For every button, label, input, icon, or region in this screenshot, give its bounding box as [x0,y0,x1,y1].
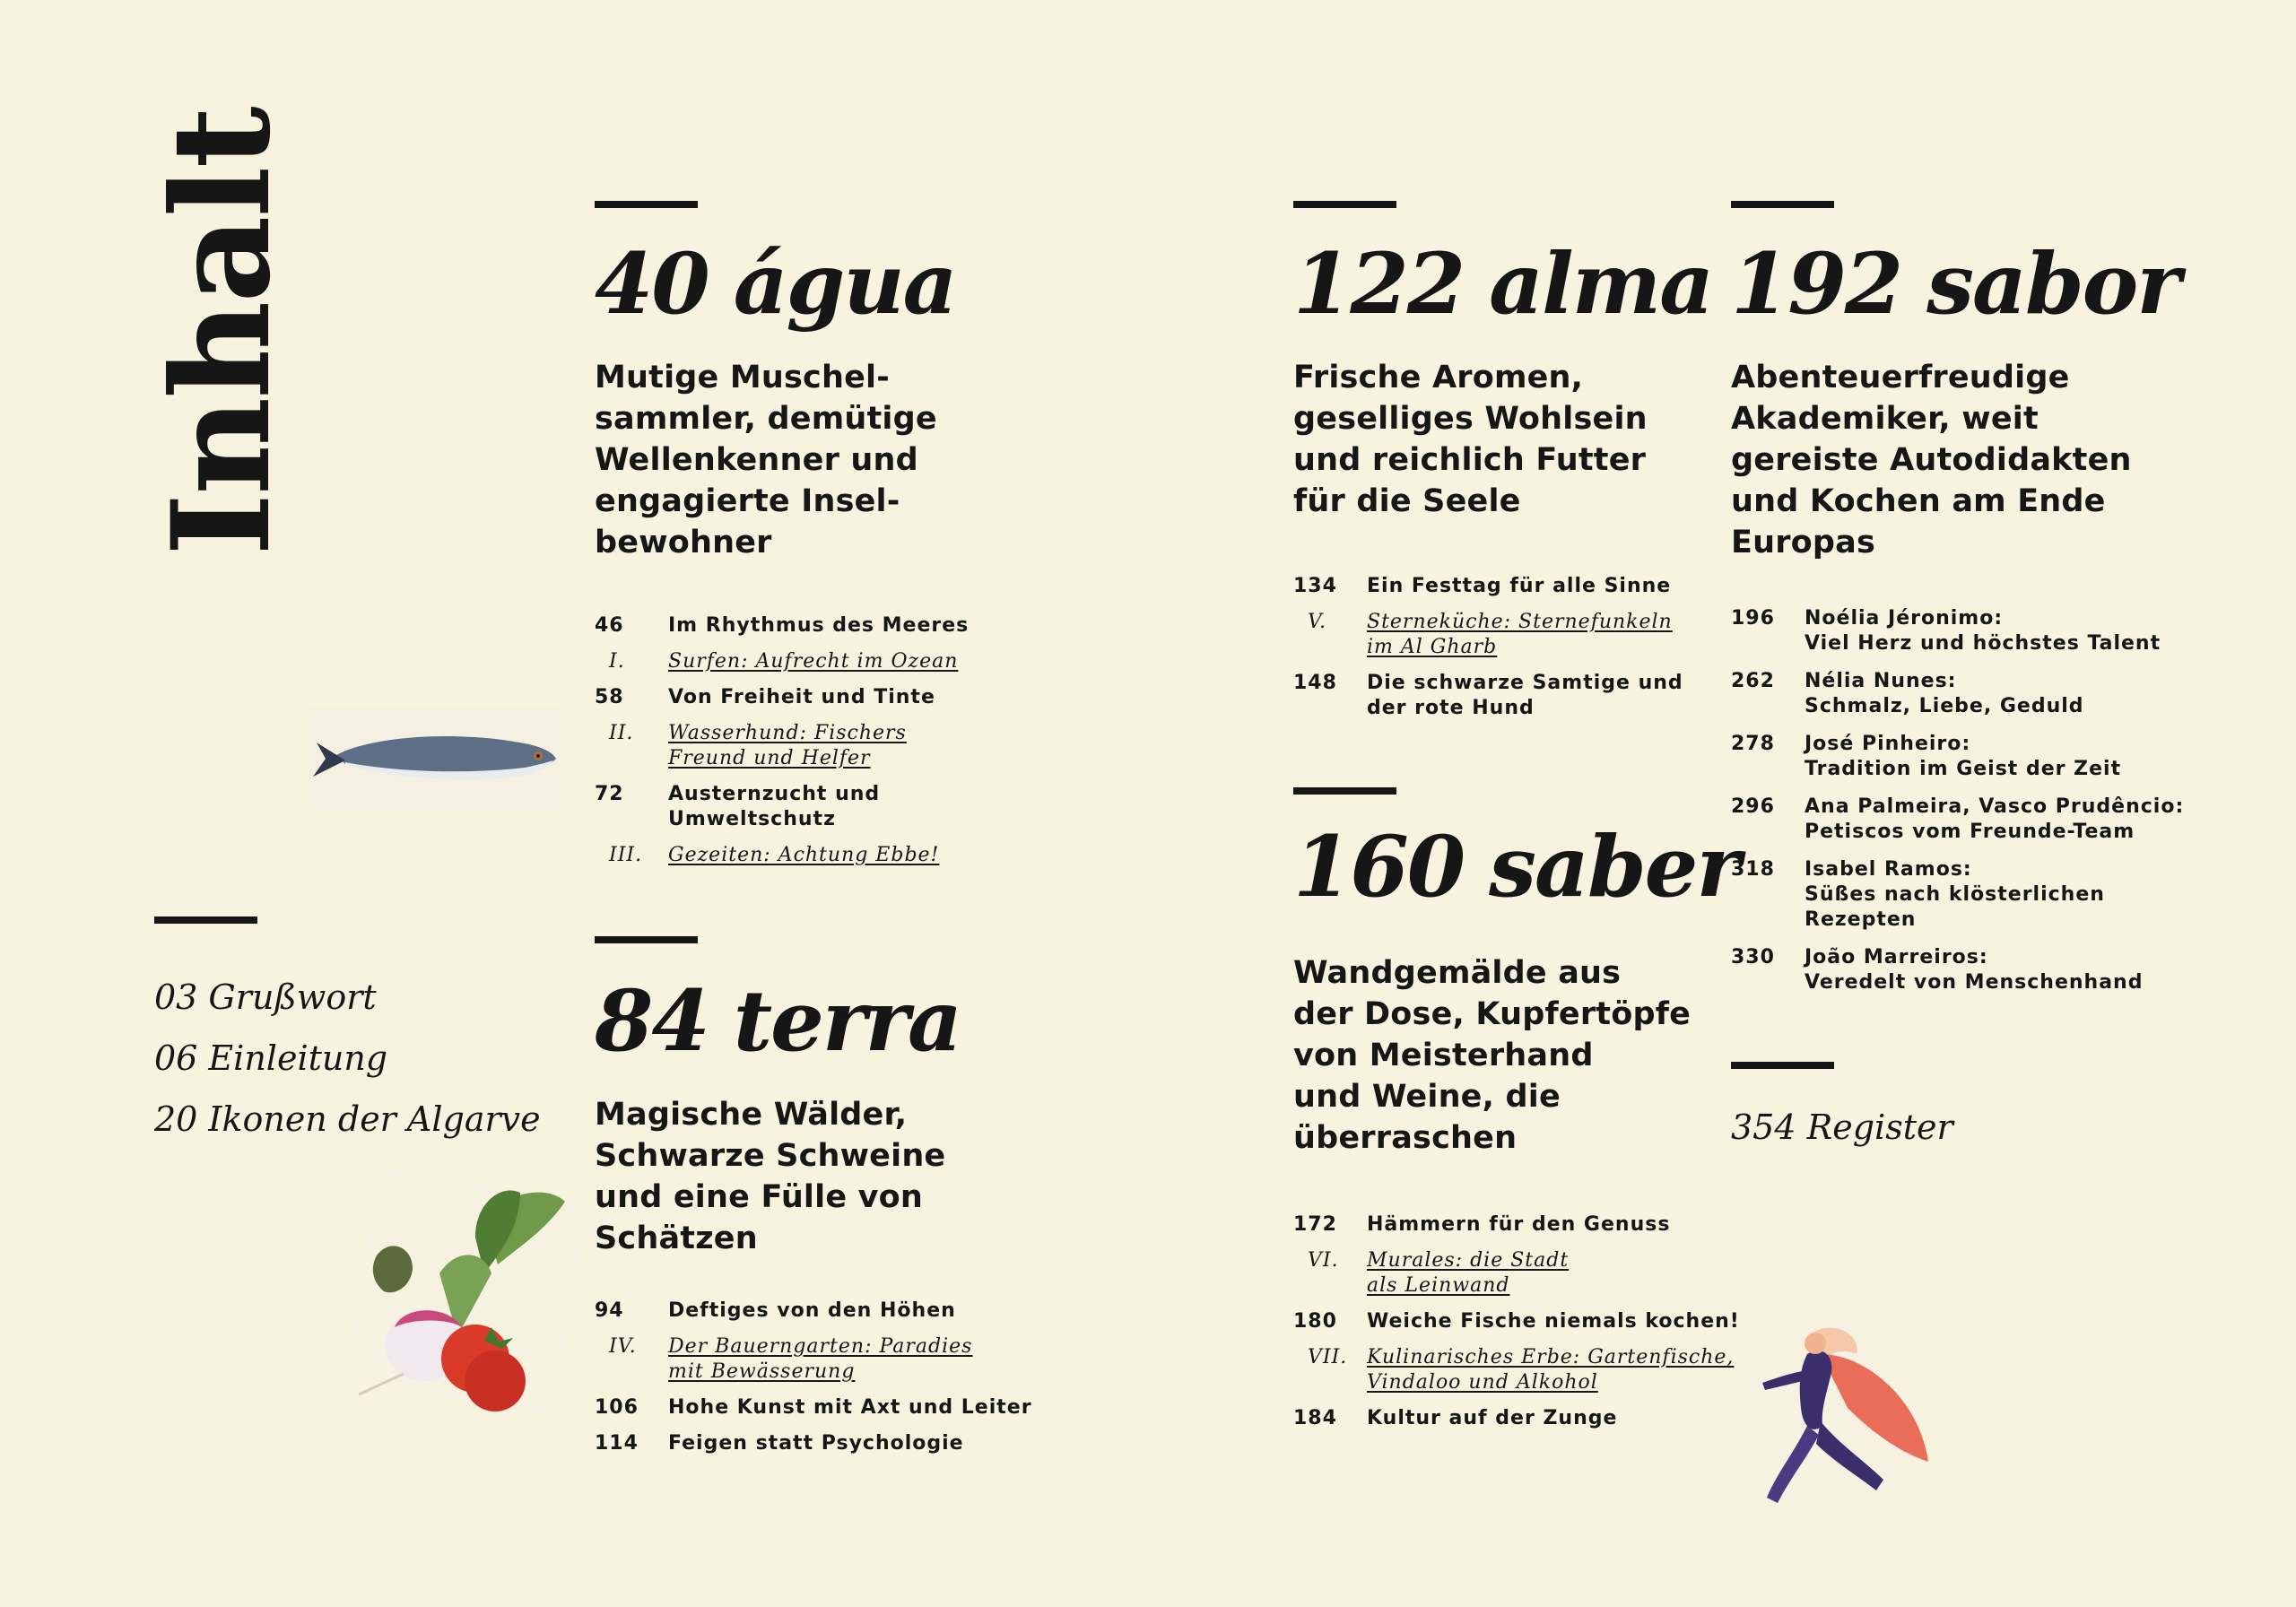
section-divider [1731,201,1834,208]
toc-page-number: IV. [609,1335,637,1358]
toc-entry[interactable] [1293,1212,1939,1238]
section-description: Magische Wälder, Schwarze Schweine und eine Fülle von Schätzen [595,1097,946,1256]
section-description: Frische Aromen, geselliges Wohlsein und reichlich Futter für die Seele [1293,360,1648,519]
toc-entry[interactable] [595,1334,1240,1385]
toc-entry-title: Von Freiheit und Tinte [668,686,935,708]
toc-page-number: V. [1308,611,1327,633]
toc-entry-title: Gezeiten: Achtung Ebbe! [668,844,940,866]
toc-page-number: 134 [1293,575,1337,597]
toc-page-number: VII. [1308,1346,1348,1368]
toc-page-number: 94 [595,1299,624,1322]
toc-intro-item[interactable]: 06 Einleitung [154,1038,388,1078]
toc-entry[interactable] [1731,795,2296,845]
toc-page-number: 106 [595,1396,639,1419]
toc-page-number: 148 [1293,672,1337,694]
section-divider [595,201,698,208]
toc-entry[interactable] [595,1395,1240,1420]
section-heading-alma[interactable] [1293,235,1713,334]
toc-page-number: I. [609,650,625,673]
toc-entry-title: Austernzucht und Umweltschutz [668,783,881,830]
toc-list-sabor [1731,606,2296,1008]
sardine-illustration [309,708,561,807]
toc-entry[interactable] [1293,1248,1939,1299]
toc-entry[interactable] [595,685,1240,710]
toc-entry-title: Wasserhund: Fischers Freund und Helfer [668,722,907,769]
toc-entry-title: Isabel Ramos: Süßes nach klösterlichen Rezepten [1805,858,2105,931]
section-heading-terra[interactable] [595,972,961,1071]
section-word: alma [1489,235,1713,334]
toc-entry[interactable] [595,649,1240,674]
toc-list-agua [595,613,1240,879]
caped-runner-illustration [1722,1300,1937,1533]
toc-page-number: II. [609,722,634,744]
toc-page-number: 278 [1731,733,1775,755]
section-divider [595,936,698,943]
toc-entry-title: Im Rhythmus des Meeres [668,614,970,637]
section-number: 122 [1293,235,1465,334]
toc-entry-title: Weiche Fische niemals kochen! [1367,1310,1740,1333]
toc-entry-title: Hohe Kunst mit Axt und Leiter [668,1396,1032,1419]
section-divider [1293,787,1396,795]
section-word: terra [733,972,961,1071]
section-word: saber [1489,818,1739,916]
toc-entry[interactable] [1731,945,2296,995]
toc-entry[interactable] [595,721,1240,771]
toc-entry[interactable] [595,782,1240,832]
toc-entry[interactable] [595,613,1240,638]
toc-page-number: 114 [595,1432,639,1455]
toc-entry-title: Kultur auf der Zunge [1367,1407,1618,1429]
toc-entry-title: Deftiges von den Höhen [668,1299,956,1322]
section-description: Wandgemälde aus der Dose, Kupfertöpfe von Meisterhand und Weine, die überraschen [1293,955,1692,1156]
section-description: Abenteuerfreudige Akademiker, weit gereiste Autodidakten und Kochen am Ende Europas [1731,360,2132,560]
section-number: 40 [595,235,709,334]
toc-page-number: 296 [1731,795,1775,818]
toc-entry[interactable] [1731,669,2296,719]
toc-entry[interactable] [1731,857,2296,933]
toc-page-number: 58 [595,686,624,708]
toc-entry-title: Surfen: Aufrecht im Ozean [668,650,959,673]
toc-entry-title: Ana Palmeira, Vasco Prudêncio: Petiscos vom Freunde-Team [1805,795,2185,843]
toc-page-number: 262 [1731,670,1775,692]
toc-page-number: III. [609,844,643,866]
toc-page-number: 46 [595,614,624,637]
toc-entry[interactable] [595,1431,1240,1456]
page-title: Inhalt [143,108,300,556]
toc-entry-title: Hämmern für den Genuss [1367,1213,1671,1236]
section-heading-saber[interactable] [1293,818,1739,916]
section-number: 192 [1731,235,1902,334]
toc-list-terra [595,1299,1240,1467]
register-divider [1731,1062,1834,1069]
toc-page-number: VI. [1308,1249,1339,1272]
section-divider [1293,201,1396,208]
toc-entry-title: Ein Festtag für alle Sinne [1367,575,1672,597]
toc-entry[interactable] [1293,574,1939,599]
toc-entry-title: Sterneküche: Sternefunkeln im Al Gharb [1367,611,1673,658]
toc-page-number: 330 [1731,946,1775,969]
toc-entry-title: Die schwarze Samtige und der rote Hund [1367,672,1683,719]
radish-tomato-illustration [341,1166,592,1435]
toc-entry-title: João Marreiros: Veredelt von Menschenhand [1805,946,2144,994]
section-number: 160 [1293,818,1465,916]
toc-intro-item[interactable]: 20 Ikonen der Algarve [154,1099,541,1139]
toc-page-number: 180 [1293,1310,1337,1333]
toc-entry[interactable] [1731,732,2296,782]
section-heading-sabor[interactable] [1731,235,2179,334]
section-word: água [733,235,956,334]
toc-page-number: 72 [595,783,624,805]
toc-entry-title: Noélia Jéronimo: Viel Herz und höchstes Talent [1805,607,2161,655]
toc-page-number: 184 [1293,1407,1337,1429]
toc-page-number: 172 [1293,1213,1337,1236]
toc-entry[interactable] [1731,606,2296,656]
toc-page-number: 318 [1731,858,1775,881]
toc-entry-title: Murales: die Stadt als Leinwand [1367,1249,1570,1297]
section-description: Mutige Muschel- sammler, demütige Wellenkenner und engagierte Insel- bewohner [595,360,937,560]
toc-entry-title: Nélia Nunes: Schmalz, Liebe, Geduld [1805,670,2084,717]
toc-entry[interactable] [595,843,1240,868]
toc-entry-title: Kulinarisches Erbe: Gartenfische, Vindaloo und Alkohol [1367,1346,1735,1394]
toc-entry-title: José Pinheiro: Tradition im Geist der Zeit [1805,733,2122,780]
toc-entry-title: Feigen statt Psychologie [668,1432,964,1455]
intro-divider [154,916,257,924]
toc-intro-item[interactable]: 03 Grußwort [154,977,377,1017]
section-heading-agua[interactable] [595,235,956,334]
register-link[interactable]: 354 Register [1731,1108,1953,1147]
section-word: sabor [1926,235,2179,334]
toc-page-number: 196 [1731,607,1775,630]
toc-entry[interactable] [595,1299,1240,1324]
toc-entry-title: Der Bauerngarten: Paradies mit Bewässerung [668,1335,973,1383]
section-number: 84 [595,972,709,1071]
